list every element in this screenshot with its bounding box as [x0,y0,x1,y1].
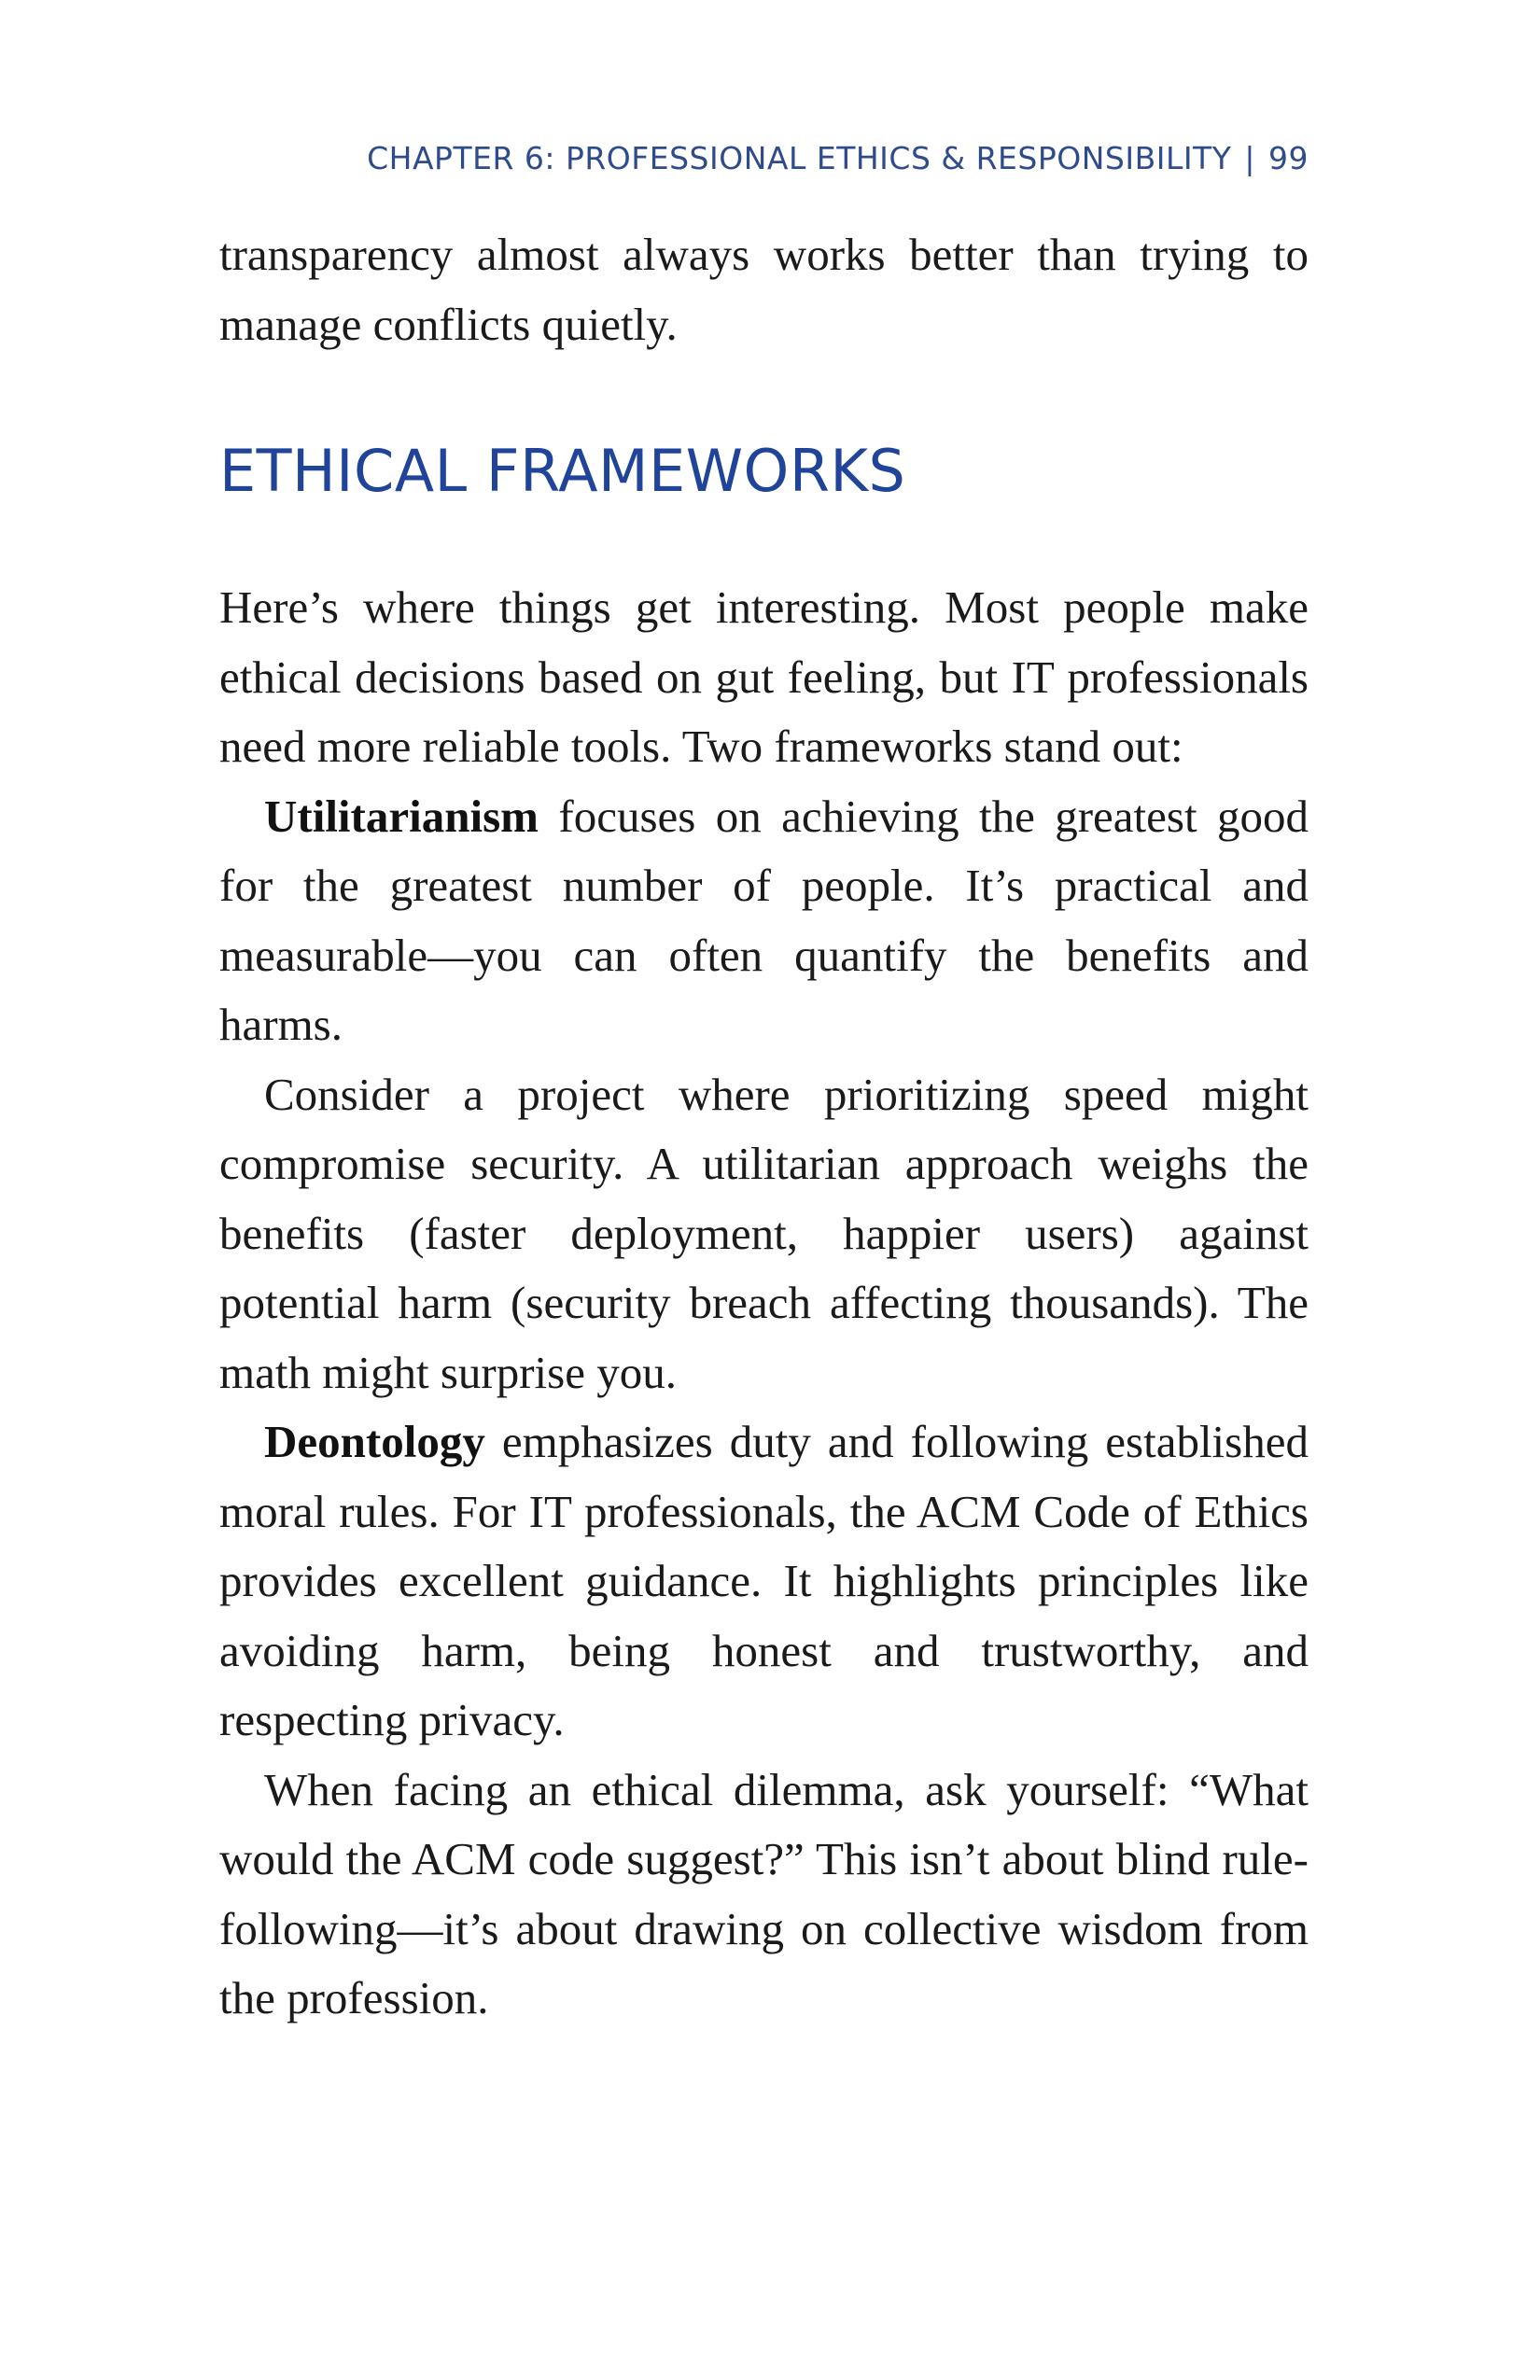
continued-paragraph [219,220,1309,359]
utilitarianism-paragraph [219,782,1309,1060]
section-body [219,573,1309,2034]
page-number: 99 [1268,140,1309,176]
deontology-term: Deontology [264,1416,485,1467]
utilitarianism-text: focuses on achieving the greatest good for the greatest number of people. It’s practical and measurable—you can often quantify the benefits and harms. [219,790,1309,1050]
consider-paragraph: Consider a project where prioritizing speed might compromise security. A utilitarian approach weighs the benefits (faster deployment, happier users) against potential harm (security breach affecting thousands). The math might surprise you. [219,1068,1309,1398]
running-header [219,140,1309,176]
chapter-title: CHAPTER 6: PROFESSIONAL ETHICS & RESPONSIBILITY [367,140,1232,176]
dilemma-paragraph: When facing an ethical dilemma, ask yourself: “What would the ACM code suggest?” This isn’t about blind rule-following—it’s about drawing on collective wisdom from the profession. [219,1763,1309,2023]
intro-paragraph: Here’s where things get interesting. Most people make ethical decisions based on gut feeling, but IT professionals need more reliable tools. Two frameworks stand out: [219,581,1309,772]
header-separator: | [1244,140,1255,176]
deontology-text: emphasizes duty and following established moral rules. For IT professionals, the ACM Code of Ethics provides excellent guidance. It highlights principles like avoiding harm, being honest and trustworthy, and respecting privacy. [219,1416,1309,1745]
utilitarianism-term: Utilitarianism [264,790,539,842]
section-heading: ETHICAL FRAMEWORKS [219,437,906,505]
continued-text: transparency almost always works better than trying to manage conflicts quietly. [219,229,1309,350]
deontology-paragraph [219,1407,1309,1756]
